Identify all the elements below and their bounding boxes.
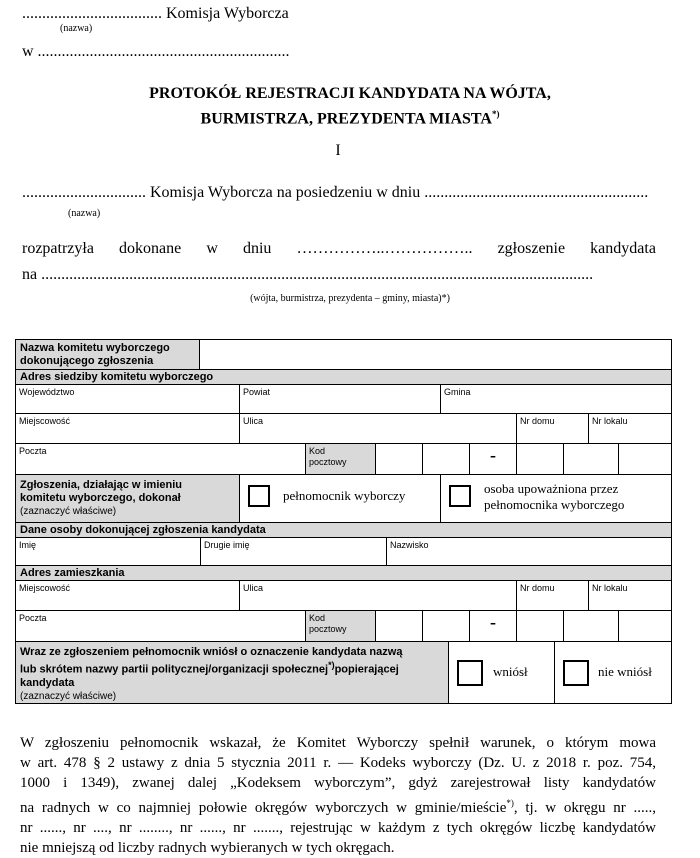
paragraph-line-6: nie mniejszą od liczby radnych wybieranych w tych okręgach.: [20, 840, 395, 856]
postal-code-label-2: pocztowy: [309, 457, 347, 467]
commission-name-hint: (nazwa): [60, 23, 93, 34]
residence-postal-code-label: [305, 611, 375, 641]
date-placeholder: ……………..……………..: [296, 240, 473, 257]
residence-post-office-field[interactable]: [16, 611, 305, 641]
residence-postal-code-label-2: pocztowy: [309, 624, 347, 634]
residence-address-header: Adres zamieszkania: [15, 566, 672, 581]
locality-field[interactable]: [16, 414, 239, 443]
requested-label: wniósł: [493, 664, 528, 679]
residence-house-number-label: Nr domu: [520, 583, 555, 593]
request-label-1: Wraz ze zgłoszeniem pełnomocnik wniósł o oznaczenie kandydata nazwą: [20, 646, 403, 658]
postal-code-label: [305, 444, 375, 474]
title-line-2-text: BURMISTRZA, PREZYDENTA MIASTA: [200, 110, 492, 128]
candidate-office-hint: (wójta, burmistrza, prezydenta – gminy, miasta)*): [250, 293, 450, 304]
section-number: I: [335, 142, 341, 159]
residence-flat-number-label: Nr lokalu: [592, 583, 628, 593]
submitter-label: [16, 475, 239, 522]
not-requested-label: nie wniósł: [598, 664, 652, 679]
request-label-3: kandydata: [20, 676, 75, 689]
page-title: [0, 83, 700, 129]
county-label: Powiat: [243, 387, 271, 397]
title-line-1: PROTOKÓŁ REJESTRACJI KANDYDATA NA WÓJTA,: [149, 85, 551, 102]
surname-label: Nazwisko: [390, 540, 429, 550]
residence-row-1: [15, 581, 672, 611]
second-name-label: Drugie imię: [204, 540, 250, 550]
authorized-label-2: pełnomocnika wyborczego: [484, 497, 625, 512]
submitter-label-1: Zgłoszenia, działając w imieniu: [20, 479, 182, 491]
residence-postal-code-label-1: Kod: [309, 613, 326, 623]
voivodeship-field[interactable]: [16, 385, 239, 413]
statement-paragraph: [20, 733, 656, 858]
intro-name-hint: (nazwa): [68, 208, 101, 219]
residence-flat-number-field[interactable]: [588, 581, 671, 610]
county-field[interactable]: [239, 385, 440, 413]
residence-row-2: [15, 611, 672, 642]
word-made: dokonane: [119, 240, 182, 257]
residence-postal-dash: -: [469, 611, 516, 641]
committee-name-row: [15, 339, 672, 370]
paragraph-line-4-b: , tj. w okręgu nr .....,: [513, 800, 656, 816]
request-label-2-end: popierającej: [334, 663, 399, 676]
word-day: dniu: [242, 240, 272, 257]
first-name-label: Imię: [19, 540, 37, 550]
committee-name-field[interactable]: [199, 340, 671, 369]
house-number-field[interactable]: [516, 414, 588, 443]
street-label: Ulica: [243, 416, 264, 426]
paragraph-line-4: [20, 793, 656, 818]
flat-number-field[interactable]: [588, 414, 671, 443]
paragraph-line-1: W zgłoszeniu pełnomocnik wskazał, że Komitet Wyborczy spełnił warunek, o którym mowa: [20, 735, 656, 751]
committee-name-label: [16, 340, 199, 369]
residence-postal-digit-5[interactable]: [618, 611, 671, 641]
title-line-2: [0, 104, 700, 129]
post-office-label: Poczta: [19, 446, 47, 456]
second-name-field[interactable]: [200, 538, 386, 565]
considered-line: [22, 240, 656, 258]
first-name-field[interactable]: [16, 538, 200, 565]
postal-dash: -: [469, 444, 516, 474]
word-application: zgłoszenie: [497, 240, 566, 257]
postal-digit-2[interactable]: [422, 444, 469, 474]
residence-house-number-field[interactable]: [516, 581, 588, 610]
street-field[interactable]: [239, 414, 516, 443]
proxy-checkbox[interactable]: [248, 485, 270, 507]
candidate-office-line: na ..........................................................................................................................................: [22, 266, 594, 283]
option-authorized[interactable]: [440, 475, 671, 522]
request-hint: (zaznaczyć właściwe): [20, 690, 117, 702]
person-names-row: [15, 538, 672, 566]
word-candidate: kandydata: [590, 240, 656, 257]
authorized-label: [484, 481, 624, 513]
flat-number-label: Nr lokalu: [592, 416, 628, 426]
registration-form: [15, 339, 672, 704]
commission-location-line: w ...............................................................: [22, 43, 290, 60]
submitter-hint: (zaznaczyć właściwe): [20, 506, 117, 517]
option-proxy[interactable]: [239, 475, 440, 522]
postal-digit-1[interactable]: [375, 444, 422, 474]
residence-locality-field[interactable]: [16, 581, 239, 610]
residence-postal-digit-1[interactable]: [375, 611, 422, 641]
designation-request-label: [16, 642, 448, 703]
postal-digit-3[interactable]: [516, 444, 563, 474]
paragraph-footnote-mark: *): [506, 798, 514, 808]
committee-name-label-1: Nazwa komitetu wyborczego: [20, 342, 170, 354]
committee-address-header: Adres siedziby komitetu wyborczego: [15, 370, 672, 385]
residence-post-office-label: Poczta: [19, 613, 47, 623]
not-requested-checkbox[interactable]: [563, 660, 589, 686]
residence-locality-label: Miejscowość: [19, 583, 71, 593]
commission-name-line: ................................... Komisja Wyborcza: [22, 5, 289, 22]
post-office-field[interactable]: [16, 444, 305, 474]
submitter-row: [15, 475, 672, 523]
paragraph-line-2: w art. 478 § 2 ustawy z dnia 5 stycznia 2011 r. — Kodeks wyborczy (Dz. U. z 2018 r. poz. 754,: [20, 755, 656, 771]
residence-postal-digit-3[interactable]: [516, 611, 563, 641]
address-row-1: [15, 385, 672, 414]
locality-label: Miejscowość: [19, 416, 71, 426]
paragraph-line-3: 1000 i 1349), zwanej dalej „Kodeksem wyborczym”, gdyż zarejestrował listy kandydatów: [20, 775, 656, 791]
intro-commission-line: ............................... Komisja Wyborcza na posiedzeniu w dniu ........................................................: [22, 184, 649, 201]
paragraph-line-5: nr ......, nr ...., nr ........, nr ......, nr ......., rejestrując w każdym z tych okręgów liczbę kandydatów: [20, 820, 656, 836]
commune-field[interactable]: [440, 385, 671, 413]
address-row-3: [15, 444, 672, 475]
paragraph-line-4-a: na radnych w co najmniej połowie okręgów wyborczych w gminie/mieście: [20, 800, 507, 816]
house-number-label: Nr domu: [520, 416, 555, 426]
authorized-label-1: osoba upoważniona przez: [484, 481, 619, 496]
committee-name-label-2: dokonującego zgłoszenia: [20, 355, 154, 367]
submitter-person-header: Dane osoby dokonującej zgłoszenia kandydata: [15, 523, 672, 538]
postal-digit-5[interactable]: [618, 444, 671, 474]
residence-street-field[interactable]: [239, 581, 516, 610]
postal-digit-4[interactable]: [563, 444, 618, 474]
address-row-2: [15, 414, 672, 444]
proxy-label: pełnomocnik wyborczy: [283, 488, 406, 503]
postal-code-label-1: Kod: [309, 446, 326, 456]
residence-street-label: Ulica: [243, 583, 264, 593]
request-label-2: [20, 659, 444, 677]
residence-postal-digit-2[interactable]: [422, 611, 469, 641]
option-not-requested[interactable]: [554, 642, 671, 703]
requested-checkbox[interactable]: [457, 660, 483, 686]
surname-field[interactable]: [386, 538, 671, 565]
designation-request-row: [15, 642, 672, 704]
authorized-checkbox[interactable]: [449, 485, 471, 507]
word-considered: rozpatrzyła: [22, 240, 94, 257]
word-on: w: [206, 240, 218, 257]
request-footnote-mark: *): [328, 660, 335, 670]
residence-postal-digit-4[interactable]: [563, 611, 618, 641]
voivodeship-label: Województwo: [19, 387, 75, 397]
title-footnote-mark: *): [491, 109, 500, 119]
commune-label: Gmina: [444, 387, 471, 397]
option-requested[interactable]: [448, 642, 554, 703]
request-label-2-text: lub skrótem nazwy partii politycznej/organizacji społecznej: [20, 663, 329, 676]
submitter-label-2: komitetu wyborczego, dokonał: [20, 492, 181, 504]
